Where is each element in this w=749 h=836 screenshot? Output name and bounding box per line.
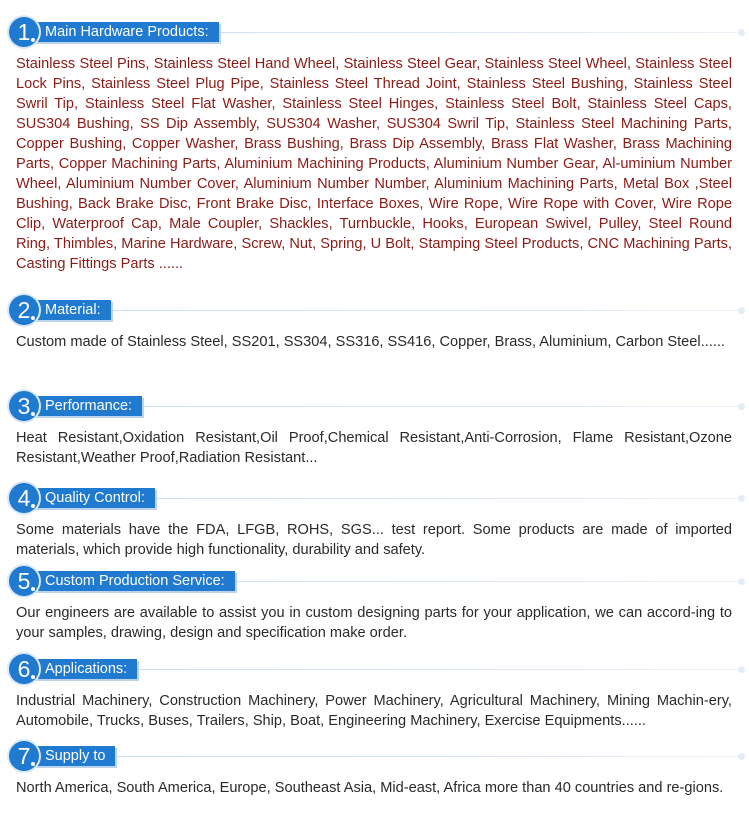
section-header bbox=[0, 292, 749, 328]
section-badge bbox=[9, 482, 155, 514]
section-text: North America, South America, Europe, Southeast Asia, Mid-east, Africa more than 40 countries and re-gions. bbox=[16, 780, 724, 796]
divider-line bbox=[40, 406, 741, 407]
section-header bbox=[0, 480, 749, 516]
section-text: Stainless Steel Pins, Stainless Steel Hand Wheel, Stainless Steel Gear, Stainless Steel Wheel, Stainless Steel Lock Pins, Stainless Steel Plug Pipe, Stainless Steel Thread Joint, Stainless Steel Bushing, Stainless Steel Swril Tip, Stainless Steel Flat Washer, Stainless Steel Hinges, Stainless Steel Bolt, Stainless Steel Caps, SUS304 Bushing, SS Dip Assembly, SUS304 Washer, SUS304 Swril Tip, Stainless Steel Machining Parts, Copper Bushing, Copper Washer, Brass Bushing, Brass Dip Assembly, Brass Flat Washer, Brass Machining Parts, Copper Machining Parts, Aluminium Machining Products, Aluminium Number Gear, Al-uminium Number Wheel, Aluminium Number Cover, Aluminium Number Number, Aluminium Machining Parts, Metal Box ,Steel Bushing, Back Brake Disc, Front Brake Disc, Interface Boxes, Wire Rope, Wire Rope with Cover, Wire Rope Clip, Waterproof Cap, Male Coupler, Shackles, Turnbuckle, Hooks, European Swivel, Pulley, Steel Round Ring, Thimbles, Marine Hardware, Screw, Nut, Spring, U Bolt, Stamping Steel Products, CNC Machining Parts, Casting Fittings Parts ...... bbox=[16, 56, 732, 272]
section-header bbox=[0, 14, 749, 50]
divider-line bbox=[40, 756, 741, 757]
dot-icon bbox=[31, 675, 35, 679]
section-title: Supply to bbox=[33, 746, 115, 766]
section-title: Material: bbox=[33, 300, 111, 320]
dot-icon bbox=[31, 412, 35, 416]
section-number: 7 bbox=[9, 741, 39, 771]
dot-icon bbox=[31, 38, 35, 42]
section-title: Main Hardware Products: bbox=[33, 22, 219, 42]
section-header bbox=[0, 563, 749, 599]
section-number: 2 bbox=[9, 295, 39, 325]
section-number: 1 bbox=[9, 17, 39, 47]
section-material bbox=[0, 292, 749, 352]
section-number: 3 bbox=[9, 391, 39, 421]
section-badge bbox=[9, 16, 219, 48]
section-performance bbox=[0, 388, 749, 468]
section-title: Quality Control: bbox=[33, 488, 155, 508]
section-text: Custom made of Stainless Steel, SS201, SS304, SS316, SS416, Copper, Brass, Aluminium, Carbon Steel...... bbox=[16, 334, 725, 350]
section-applications bbox=[0, 651, 749, 731]
section-text: Industrial Machinery, Construction Machinery, Power Machinery, Agricultural Machinery, Mining Machin-ery, Automobile, Trucks, Buses, Trailers, Ship, Boat, Engineering Machinery, Exercise Equipments...... bbox=[16, 693, 732, 729]
section-custom-production-service bbox=[0, 563, 749, 643]
divider-line bbox=[40, 310, 741, 311]
section-text: Our engineers are available to assist you in custom designing parts for your application, we can accord-ing to your samples, drawing, design and specification make order. bbox=[16, 605, 732, 641]
section-badge bbox=[9, 653, 137, 685]
section-main-hardware-products bbox=[0, 14, 749, 274]
section-text: Heat Resistant,Oxidation Resistant,Oil Proof,Chemical Resistant,Anti-Corrosion, Flame Resistant,Ozone Resistant,Weather Proof,Radiation Resistant... bbox=[16, 430, 732, 466]
section-header bbox=[0, 651, 749, 687]
section-badge bbox=[9, 390, 142, 422]
section-quality-control bbox=[0, 480, 749, 560]
section-title: Performance: bbox=[33, 396, 142, 416]
divider-line bbox=[40, 669, 741, 670]
section-header bbox=[0, 738, 749, 774]
section-supply-to bbox=[0, 738, 749, 798]
section-number: 4 bbox=[9, 483, 39, 513]
section-badge bbox=[9, 565, 235, 597]
section-badge bbox=[9, 294, 111, 326]
dot-icon bbox=[31, 504, 35, 508]
section-text: Some materials have the FDA, LFGB, ROHS, SGS... test report. Some products are made of imported materials, which provide high functionality, durability and safety. bbox=[16, 522, 732, 558]
section-title: Custom Production Service: bbox=[33, 571, 235, 591]
section-badge bbox=[9, 740, 115, 772]
dot-icon bbox=[31, 762, 35, 766]
section-header bbox=[0, 388, 749, 424]
section-number: 6 bbox=[9, 654, 39, 684]
section-number: 5 bbox=[9, 566, 39, 596]
dot-icon bbox=[31, 316, 35, 320]
section-title: Applications: bbox=[33, 659, 137, 679]
dot-icon bbox=[31, 587, 35, 591]
